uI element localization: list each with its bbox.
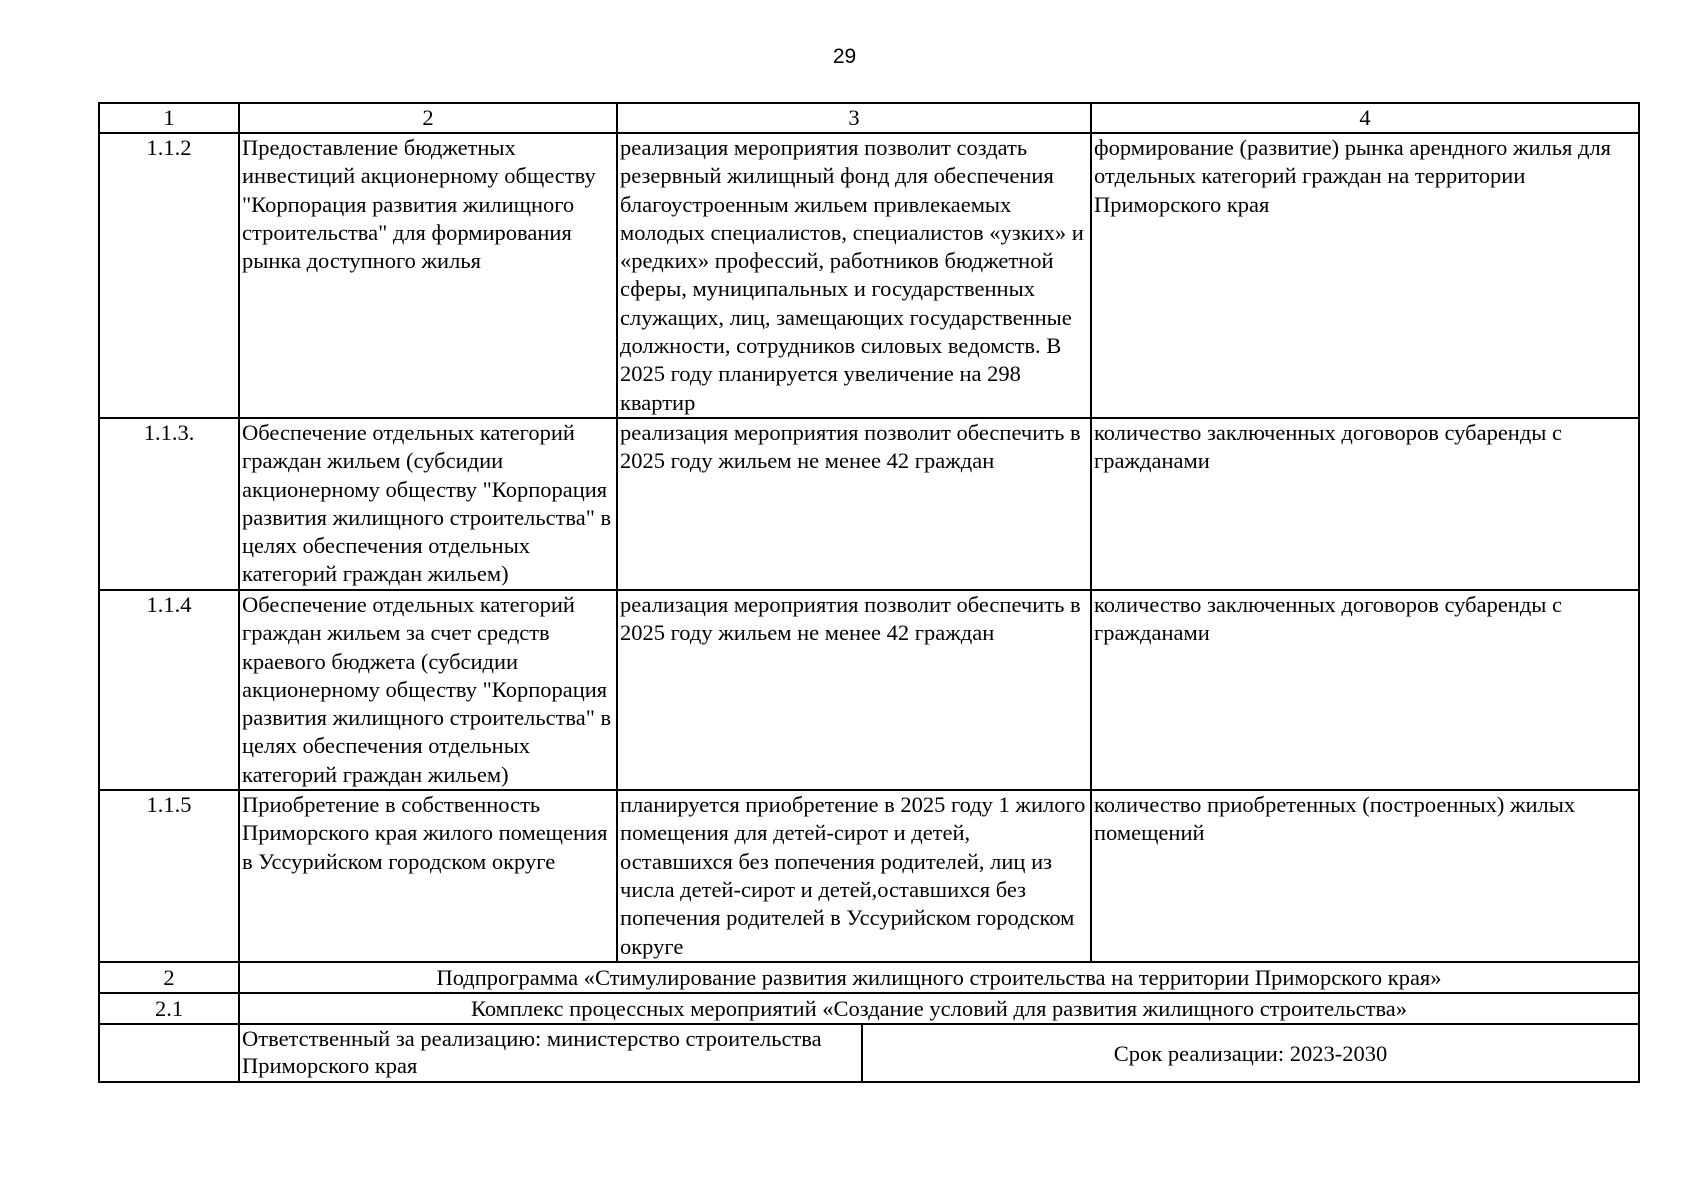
row-number-cell: 1.1.3. [99, 418, 239, 590]
responsibility-inner-table [240, 1025, 1638, 1081]
measure-indicator-cell: формирование (развитие) рынка арендного жилья для отдельных категорий граждан на территории Приморского края [1091, 133, 1639, 418]
term-cell: Срок реализации: 2023-2030 [1113, 1040, 1388, 1066]
table-row [99, 133, 1639, 418]
responsibility-cell-group [239, 1024, 1639, 1082]
measure-result-cell: реализация мероприятия позволит создать резервный жилищный фонд для обеспечения благоустроенным жильем привлекаемых молодых специалистов, специалистов «узких» и «редких» профессий, работников бюджетной сферы, муниципальных и государственных служащих, лиц, замещающих государственные должности, сотрудников силовых ведомств. В 2025 году планируется увеличение на 298 квартир [617, 133, 1091, 418]
measure-indicator-cell: количество заключенных договоров субаренды с гражданами [1091, 418, 1639, 590]
page-number: 29 [832, 45, 857, 68]
row-number-cell: 1.1.4 [99, 590, 239, 790]
header-cell-2: 2 [239, 103, 617, 133]
responsibility-row [99, 1024, 1639, 1082]
measure-name-cell: Обеспечение отдельных категорий граждан жильем за счет средств краевого бюджета (субсидии акционерному обществу "Корпорация развития жилищного строительства" в целях обеспечения отдельных категорий граждан жильем) [239, 590, 617, 790]
table-header-row [99, 103, 1639, 133]
measure-name-cell: Обеспечение отдельных категорий граждан жильем (субсидии акционерному обществу "Корпорация развития жилищного строительства" в целях обеспечения отдельных категорий граждан жильем) [239, 418, 617, 590]
header-cell-4: 4 [1091, 103, 1639, 133]
measure-name-cell: Приобретение в собственность Приморского края жилого помещения в Уссурийском городском округе [239, 790, 617, 962]
measure-name-cell: Предоставление бюджетных инвестиций акционерному обществу "Корпорация развития жилищного строительства" для формирования рынка доступного жилья [239, 133, 617, 418]
row-number-cell: 1.1.5 [99, 790, 239, 962]
responsible-cell: Ответственный за реализацию: министерство строительства Приморского края [240, 1025, 862, 1081]
empty-number-cell [99, 1024, 239, 1082]
complex-title-cell: Комплекс процессных мероприятий «Создание условий для развития жилищного строительства» [239, 993, 1639, 1024]
measures-table [98, 102, 1640, 1083]
header-cell-3: 3 [617, 103, 1091, 133]
measure-result-cell: планируется приобретение в 2025 году 1 жилого помещения для детей-сирот и детей, оставшихся без попечения родителей, лиц из числа детей-сирот и детей,оставшихся без попечения родителей в Уссурийском городском округе [617, 790, 1091, 962]
measure-indicator-cell: количество приобретенных (построенных) жилых помещений [1091, 790, 1639, 962]
complex-number-cell: 2.1 [99, 993, 239, 1024]
table-row [99, 790, 1639, 962]
complex-row [99, 993, 1639, 1024]
subprogram-row [99, 962, 1639, 993]
measure-indicator-cell: количество заключенных договоров субаренды с гражданами [1091, 590, 1639, 790]
subprogram-title-cell: Подпрограмма «Стимулирование развития жилищного строительства на территории Приморского края» [239, 962, 1639, 993]
header-cell-1: 1 [99, 103, 239, 133]
subprogram-number-cell: 2 [99, 962, 239, 993]
table-row [99, 418, 1639, 590]
measure-result-cell: реализация мероприятия позволит обеспечить в 2025 году жильем не менее 42 граждан [617, 418, 1091, 590]
table-row [99, 590, 1639, 790]
measure-result-cell: реализация мероприятия позволит обеспечить в 2025 году жильем не менее 42 граждан [617, 590, 1091, 790]
row-number-cell: 1.1.2 [99, 133, 239, 418]
